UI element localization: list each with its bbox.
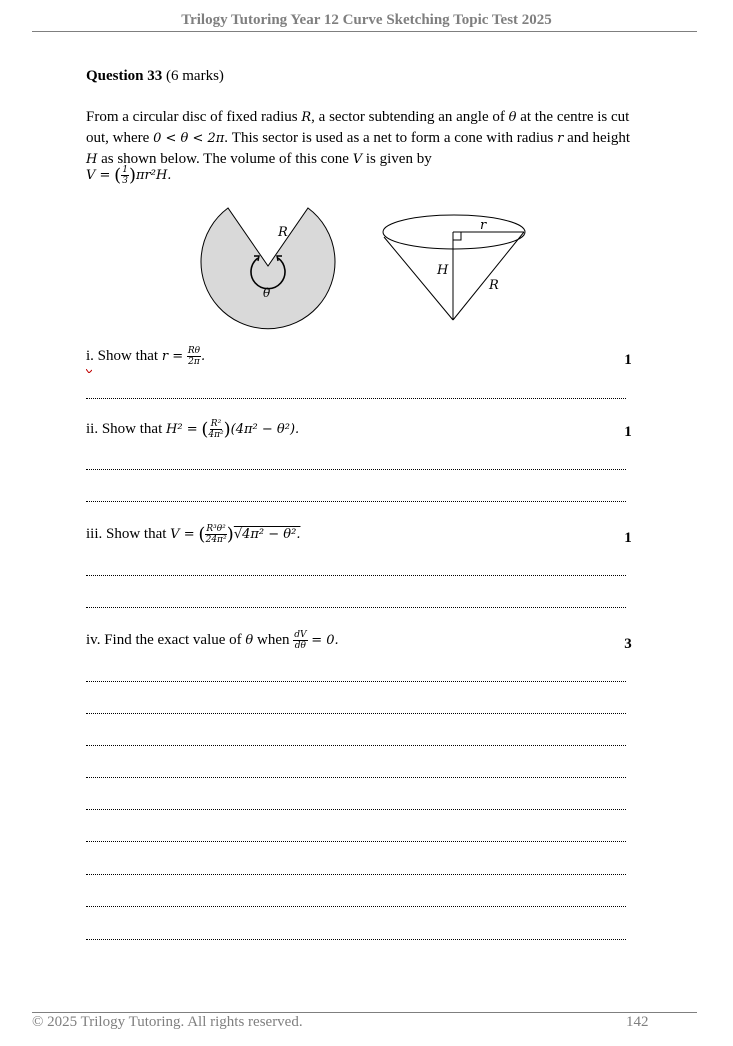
question-text-segment: From a circular disc of fixed radius: [86, 109, 302, 125]
math-r: r: [557, 131, 564, 146]
cone-left-edge: [384, 237, 453, 320]
right-angle-marker: [453, 232, 461, 240]
part-label: iv. Find the exact value of: [86, 631, 246, 648]
math-V: V: [352, 152, 363, 167]
part-iii: [86, 524, 300, 545]
spellcheck-mark: [86, 369, 92, 373]
part-i-marks: 1: [624, 352, 632, 368]
part-fraction: [187, 346, 201, 367]
answer-line[interactable]: [86, 607, 626, 608]
paren-close: ): [226, 524, 234, 545]
answer-line[interactable]: [86, 745, 626, 746]
question-title: [86, 68, 224, 85]
part-i: [86, 346, 205, 367]
question-text-segment: is given by: [362, 151, 432, 167]
answer-line[interactable]: [86, 501, 626, 502]
fraction-numerator: dV: [294, 630, 307, 640]
part-expression-end: (4π² − θ²).: [230, 421, 300, 437]
footer-copyright: © 2025 Trilogy Tutoring. All rights reserved.: [32, 1014, 303, 1030]
part-iii-marks: 1: [624, 530, 632, 546]
cone-right-edge: [453, 232, 524, 320]
volume-formula: [86, 165, 171, 186]
answer-line[interactable]: [86, 681, 626, 682]
fraction-numerator: R²: [210, 419, 222, 429]
paren-open: (: [201, 419, 209, 440]
part-expression-end: = 0.: [311, 632, 339, 648]
formula-lhs: V =: [86, 167, 111, 183]
part-expression-end: .: [201, 348, 206, 364]
page-number: 142: [626, 1014, 649, 1030]
part-ii: [86, 419, 299, 440]
answer-line[interactable]: [86, 398, 626, 399]
part-label: i. Show that: [86, 347, 162, 364]
question-marks: (6 marks): [166, 68, 224, 84]
question-text: [86, 107, 651, 170]
formula-rhs: πr²H.: [135, 167, 172, 183]
answer-line[interactable]: [86, 469, 626, 470]
part-iv: [86, 630, 339, 651]
part-iv-marks: 3: [624, 636, 632, 652]
part-expression: H² =: [166, 421, 198, 437]
question-text-segment: at the centre is cut: [516, 109, 630, 125]
fraction-numerator: R³θ²: [206, 524, 226, 534]
answer-line[interactable]: [86, 841, 626, 842]
cone-label-r: r: [480, 218, 487, 233]
page-header-title: Trilogy Tutoring Year 12 Curve Sketching Topic Test 2025: [181, 12, 552, 28]
part-label: iii. Show that: [86, 525, 171, 542]
fraction-denominator: 3: [122, 176, 128, 186]
part-expression: V =: [170, 526, 195, 542]
fraction-denominator: 2π: [188, 357, 200, 367]
sector-and-cone-diagram: [190, 200, 550, 330]
cone-label-H: H: [437, 263, 449, 278]
sector-label-theta: θ: [263, 286, 271, 300]
fraction-numerator: 1: [122, 165, 128, 175]
cone-label-R: R: [489, 278, 499, 293]
paren-close: ): [223, 419, 231, 440]
header-rule: [32, 31, 697, 32]
answer-line[interactable]: [86, 713, 626, 714]
part-label: ii. Show that: [86, 420, 167, 437]
part-fraction: [208, 419, 223, 440]
sector-label-R: R: [278, 225, 288, 240]
part-ii-marks: 1: [624, 424, 632, 440]
question-text-segment: and height: [563, 130, 631, 146]
question-text-segment: out, where: [86, 130, 154, 146]
question-number: Question 33: [86, 68, 163, 84]
part-expression: r =: [161, 348, 184, 364]
formula-fraction: [121, 165, 129, 186]
answer-line[interactable]: [86, 575, 626, 576]
part-label-mid: when: [253, 631, 294, 648]
fraction-denominator: 4π²: [208, 430, 224, 440]
paren-close: ): [128, 165, 136, 186]
answer-line[interactable]: [86, 777, 626, 778]
part-fraction: [293, 630, 307, 651]
fraction-numerator: Rθ: [187, 346, 201, 356]
fraction-denominator: dθ: [294, 641, 306, 651]
answer-line[interactable]: [86, 906, 626, 907]
math-H: H: [86, 152, 98, 167]
footer-rule: [32, 1012, 697, 1013]
part-expression: θ: [245, 632, 254, 648]
math-theta: θ: [508, 110, 517, 125]
question-text-segment: as shown below. The volume of this cone: [97, 151, 353, 167]
part-expression-end: √4π² − θ².: [233, 526, 301, 542]
math-range: 0 < θ < 2π: [153, 131, 225, 146]
question-text-segment: , a sector subtending an angle of: [311, 109, 509, 125]
answer-line[interactable]: [86, 939, 626, 940]
fraction-denominator: 24π²: [205, 535, 227, 545]
paren-open: (: [114, 165, 122, 186]
part-fraction: [205, 524, 226, 545]
answer-line[interactable]: [86, 809, 626, 810]
question-text-segment: . This sector is used as a net to form a cone with radius: [224, 130, 558, 146]
paren-open: (: [198, 524, 206, 545]
math-R: R: [301, 110, 312, 125]
disc-sector-shape: [201, 208, 335, 329]
answer-line[interactable]: [86, 874, 626, 875]
